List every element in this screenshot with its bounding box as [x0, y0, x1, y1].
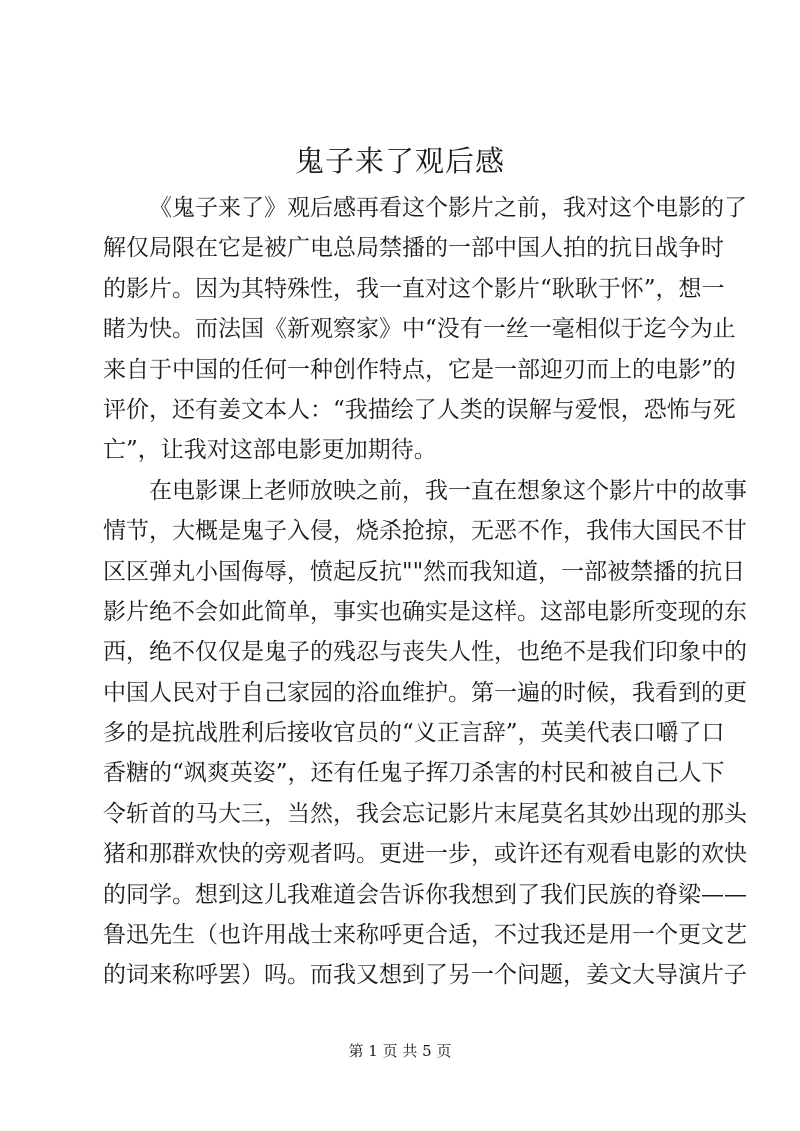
- paragraph-line: 《鬼子来了》观后感再看这个影片之前，我对这个电影的了: [149, 195, 747, 221]
- paragraph-line: 评价，还有姜文本人：“我描绘了人类的误解与爱恨，恐怖与死: [103, 396, 736, 423]
- paragraph-line: 的同学。想到这儿我难道会告诉你我想到了我们民族的脊梁——: [103, 881, 747, 908]
- paragraph-line: 在电影课上老师放映之前，我一直在想象这个影片中的故事: [149, 477, 747, 504]
- paragraph-line: 令斩首的马大三，当然，我会忘记影片末尾莫名其妙出现的那头: [103, 800, 747, 827]
- paragraph-line: 的影片。因为其特殊性，我一直对这个影片“耿耿于怀”，想一: [103, 275, 725, 302]
- paragraph-line: 猪和那群欢快的旁观者吗。更进一步，或许还有观看电影的欢快: [103, 841, 747, 868]
- paragraph-line: 亡”，让我对这部电影更加期待。: [103, 437, 437, 464]
- page-footer: 第 1 页 共 5 页: [348, 1042, 452, 1060]
- page-title: 鬼子来了观后感: [294, 144, 505, 178]
- paragraph-line: 的词来称呼罢）吗。而我又想到了另一个问题，姜文大导演片子: [103, 962, 747, 989]
- paragraph-line: 影片绝不会如此简单，事实也确实是这样。这部电影所变现的东: [103, 598, 747, 625]
- paragraph-line: 来自于中国的任何一种创作特点，它是一部迎刃而上的电影”的: [103, 356, 736, 383]
- paragraph-line: 西，绝不仅仅是鬼子的残忍与丧失人性，也绝不是我们印象中的: [103, 639, 747, 666]
- paragraph-line: 多的是抗战胜利后接收官员的“义正言辞”，英美代表口嚼了口: [103, 720, 725, 747]
- paragraph-line: 情节，大概是鬼子入侵，烧杀抢掠，无恶不作，我伟大国民不甘: [103, 518, 747, 545]
- paragraph-line: 区区弹丸小国侮辱，愤起反抗""然而我知道，一部被禁播的抗日: [103, 558, 746, 585]
- paragraph-line: 鲁迅先生（也许用战士来称呼更合适，不过我还是用一个更文艺: [103, 922, 747, 949]
- paragraph-line: 中国人民对于自己家园的浴血维护。第一遍的时候，我看到的更: [103, 679, 747, 706]
- paragraph-line: 睹为快。而法国《新观察家》中“没有一丝一毫相似于迄今为止: [103, 316, 736, 343]
- paragraph-line: 解仅局限在它是被广电总局禁播的一部中国人拍的抗日战争时: [103, 235, 724, 262]
- paragraph-line: 香糖的“飒爽英姿”，还有任鬼子挥刀杀害的村民和被自己人下: [103, 760, 725, 787]
- body-text: [103, 188, 747, 996]
